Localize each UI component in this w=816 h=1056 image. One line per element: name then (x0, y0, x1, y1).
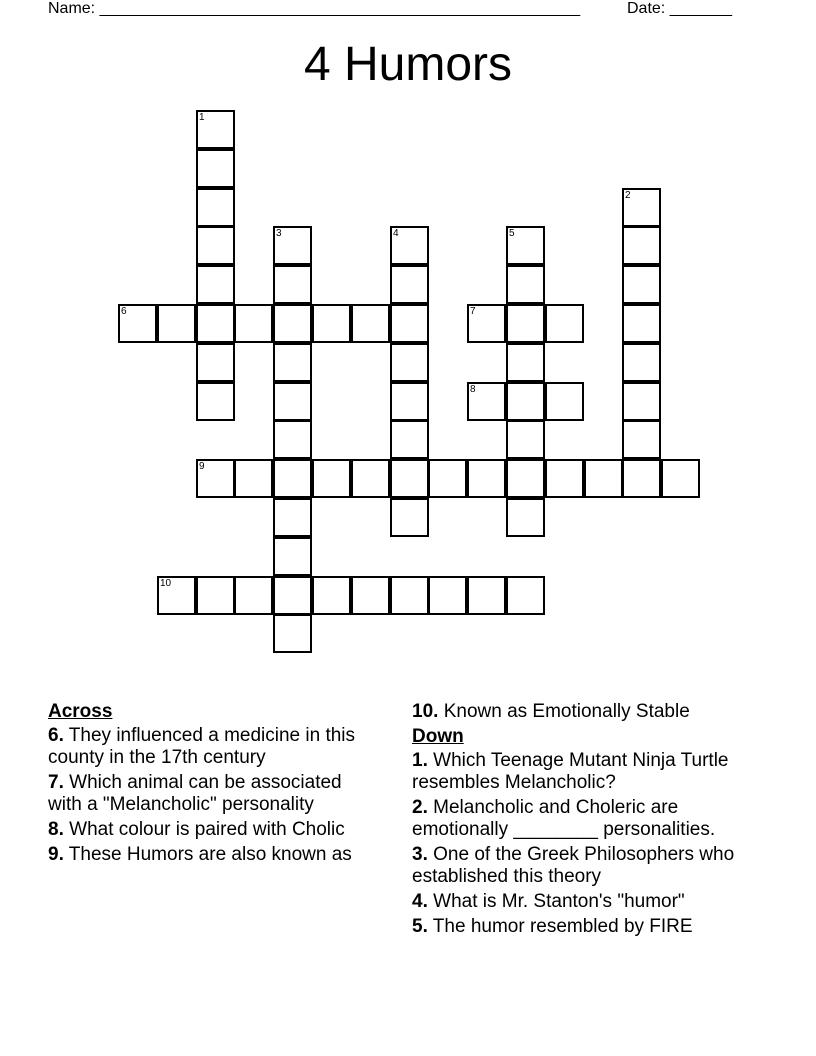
crossword-cell[interactable] (467, 304, 506, 343)
crossword-cell[interactable] (351, 576, 390, 615)
crossword-cell[interactable] (390, 265, 429, 304)
down-clue-2: 2. Melancholic and Choleric are emotionally ________ personalities. (412, 797, 716, 840)
crossword-cell[interactable] (351, 304, 390, 343)
crossword-cell[interactable] (196, 304, 235, 343)
crossword-cell[interactable] (390, 459, 429, 498)
clue-number: 10 (160, 578, 172, 589)
clue-number: 1 (199, 112, 205, 123)
crossword-cell[interactable] (273, 226, 312, 265)
down-clue-5: 5. The humor resembled by FIRE (412, 916, 693, 937)
puzzle-title: 4 Humors (303, 38, 513, 91)
crossword-cell[interactable] (506, 304, 545, 343)
clue-number: 3 (276, 228, 282, 239)
down-heading: Down (412, 726, 464, 747)
crossword-cell[interactable] (234, 304, 273, 343)
clue-number: 9 (199, 461, 205, 472)
down-clue-1: 1. Which Teenage Mutant Ninja Turtle resembles Melancholic? (412, 750, 729, 793)
crossword-cell[interactable] (273, 498, 312, 537)
crossword-cell[interactable] (584, 459, 623, 498)
clue-number: 6 (121, 306, 127, 317)
crossword-cell[interactable] (273, 304, 312, 343)
crossword-cell[interactable] (506, 382, 545, 421)
down-clue-3: 3. One of the Greek Philosophers who established this theory (412, 844, 735, 887)
crossword-cell[interactable] (622, 382, 661, 421)
crossword-cell[interactable] (312, 459, 351, 498)
across-clue-7: 7. Which animal can be associated with a "Melancholic" personality (48, 772, 342, 815)
clue-number: 7 (470, 306, 476, 317)
crossword-cell[interactable] (196, 382, 235, 421)
crossword-cell[interactable] (428, 576, 467, 615)
crossword-cell[interactable] (506, 265, 545, 304)
crossword-cell[interactable] (390, 420, 429, 459)
clue-number: 8 (470, 384, 476, 395)
down-clue-4: 4. What is Mr. Stanton's "humor" (412, 891, 685, 912)
across-clue-10: 10. Known as Emotionally Stable (412, 701, 690, 722)
crossword-cell[interactable] (622, 420, 661, 459)
crossword-cell[interactable] (234, 459, 273, 498)
date-field-label: Date: _______ (627, 0, 732, 17)
crossword-cell[interactable] (506, 459, 545, 498)
crossword-cell[interactable] (506, 498, 545, 537)
crossword-cell[interactable] (273, 614, 312, 653)
crossword-cell[interactable] (196, 576, 235, 615)
clue-number: 5 (509, 228, 515, 239)
crossword-cell[interactable] (467, 459, 506, 498)
crossword-cell[interactable] (506, 420, 545, 459)
crossword-cell[interactable] (273, 420, 312, 459)
crossword-cell[interactable] (196, 265, 235, 304)
crossword-cell[interactable] (196, 149, 235, 188)
crossword-cell[interactable] (467, 382, 506, 421)
crossword-cell[interactable] (351, 459, 390, 498)
crossword-cell[interactable] (506, 343, 545, 382)
crossword-cell[interactable] (622, 459, 661, 498)
crossword-cell[interactable] (273, 265, 312, 304)
crossword-cell[interactable] (622, 304, 661, 343)
crossword-cell[interactable] (506, 226, 545, 265)
crossword-cell[interactable] (196, 110, 235, 149)
crossword-cell[interactable] (390, 498, 429, 537)
crossword-cell[interactable] (390, 304, 429, 343)
crossword-cell[interactable] (273, 382, 312, 421)
crossword-cell[interactable] (622, 343, 661, 382)
clues-right-column (412, 701, 772, 941)
crossword-cell[interactable] (312, 576, 351, 615)
crossword-cell[interactable] (661, 459, 700, 498)
crossword-cell[interactable] (273, 537, 312, 576)
crossword-cell[interactable] (196, 188, 235, 227)
crossword-cell[interactable] (545, 459, 584, 498)
across-clue-6: 6. They influenced a medicine in this county in the 17th century (48, 725, 356, 768)
crossword-cell[interactable] (273, 343, 312, 382)
crossword-cell[interactable] (196, 459, 235, 498)
crossword-cell[interactable] (118, 304, 157, 343)
across-clue-8: 8. What colour is paired with Cholic (48, 819, 345, 840)
across-heading: Across (48, 701, 113, 722)
crossword-cell[interactable] (196, 343, 235, 382)
crossword-cell[interactable] (545, 304, 584, 343)
across-clue-9: 9. These Humors are also known as (48, 844, 352, 865)
crossword-cell[interactable] (390, 576, 429, 615)
crossword-cell[interactable] (390, 343, 429, 382)
crossword-cell[interactable] (622, 265, 661, 304)
crossword-cell[interactable] (157, 576, 196, 615)
crossword-cell[interactable] (622, 226, 661, 265)
clue-number: 4 (393, 228, 399, 239)
crossword-cell[interactable] (234, 576, 273, 615)
crossword-cell[interactable] (196, 226, 235, 265)
crossword-cell[interactable] (506, 576, 545, 615)
crossword-cell[interactable] (157, 304, 196, 343)
crossword-cell[interactable] (312, 304, 351, 343)
crossword-cell[interactable] (545, 382, 584, 421)
name-field-label: Name: ______________________________________________________ (48, 0, 581, 17)
crossword-cell[interactable] (273, 576, 312, 615)
clues-left-column (48, 701, 370, 869)
crossword-cell[interactable] (273, 459, 312, 498)
crossword-cell[interactable] (390, 382, 429, 421)
crossword-cell[interactable] (390, 226, 429, 265)
crossword-cell[interactable] (467, 576, 506, 615)
crossword-cell[interactable] (622, 188, 661, 227)
crossword-cell[interactable] (428, 459, 467, 498)
clue-number: 2 (625, 190, 631, 201)
